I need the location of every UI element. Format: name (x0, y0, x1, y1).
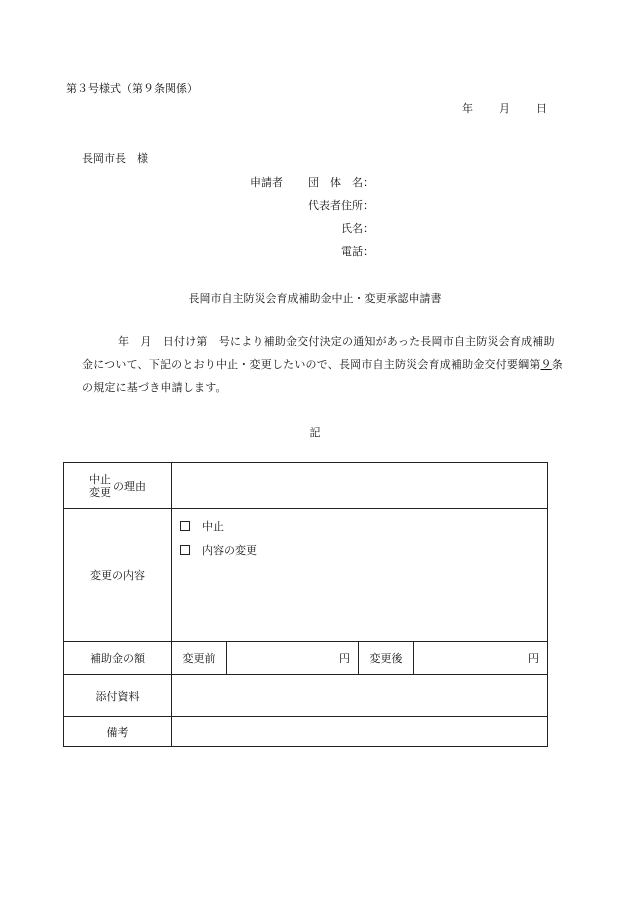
name-label: 氏名： (341, 222, 374, 235)
date-month: 月 (499, 102, 510, 115)
applicant-address-row (250, 197, 374, 213)
remarks-row (64, 717, 548, 747)
body-line-start: 年 月 日付け第 号により補助金交付決定の通知があった長岡市自主防災会育成補助金について、下記のとおり中止・変更したいので、長岡市自主防災会育成補助金交付要綱第 (82, 335, 555, 371)
amount-cell (172, 642, 548, 675)
reason-label-cell (64, 463, 172, 509)
org-name-label: 団 体 名： (308, 176, 374, 189)
content-label: 変更の内容 (64, 509, 172, 642)
attachments-row (64, 675, 548, 717)
rep-address-label: 代表者住所： (308, 199, 374, 212)
date-day: 日 (536, 102, 547, 115)
applicant-name-row (250, 220, 374, 236)
checkbox-change[interactable] (180, 545, 190, 555)
checkbox-cancel[interactable] (180, 521, 190, 531)
reason-stack (89, 473, 111, 499)
before-yen: 円 (339, 652, 350, 665)
attachments-label: 添付資料 (64, 675, 172, 717)
phone-label: 電話： (341, 245, 374, 258)
remarks-cell[interactable] (172, 717, 548, 747)
date-year: 年 (462, 102, 473, 115)
applicant-prefix: 申請者 (250, 176, 283, 189)
content-cell (172, 509, 548, 642)
date-line (462, 100, 547, 116)
body-line-end: 条の規定に基づき申請します。 (82, 358, 563, 394)
after-label: 変更後 (359, 642, 414, 674)
form-number: 第３号様式（第９条関係） (66, 82, 198, 95)
applicant-phone-row (250, 243, 374, 259)
before-amount-field[interactable] (227, 642, 359, 674)
addressee: 長岡市長 様 (82, 152, 148, 165)
after-yen: 円 (528, 652, 539, 665)
option-change-label: 内容の変更 (202, 544, 257, 557)
amount-row (64, 642, 548, 675)
option-cancel[interactable] (180, 517, 547, 541)
article-number: ９ (540, 358, 552, 371)
before-label: 変更前 (172, 642, 227, 674)
remarks-label: 備考 (64, 717, 172, 747)
attachments-cell[interactable] (172, 675, 548, 717)
reason-suffix: の理由 (113, 479, 146, 493)
option-change[interactable] (180, 541, 547, 565)
document-title: 長岡市自主防災会育成補助金中止・変更承認申請書 (188, 292, 442, 305)
after-amount-field[interactable] (414, 642, 547, 674)
body-paragraph (82, 330, 564, 399)
option-cancel-label: 中止 (202, 520, 224, 533)
reason-stack-bottom: 変更 (89, 485, 111, 499)
amount-label: 補助金の額 (64, 642, 172, 675)
content-row (64, 509, 548, 642)
reason-row (64, 463, 548, 509)
applicant-org-row (250, 174, 374, 190)
ki-heading: 記 (309, 426, 321, 439)
reason-stack-top: 中止 (89, 472, 111, 486)
reason-input-cell[interactable] (172, 463, 548, 509)
application-table (63, 462, 548, 747)
